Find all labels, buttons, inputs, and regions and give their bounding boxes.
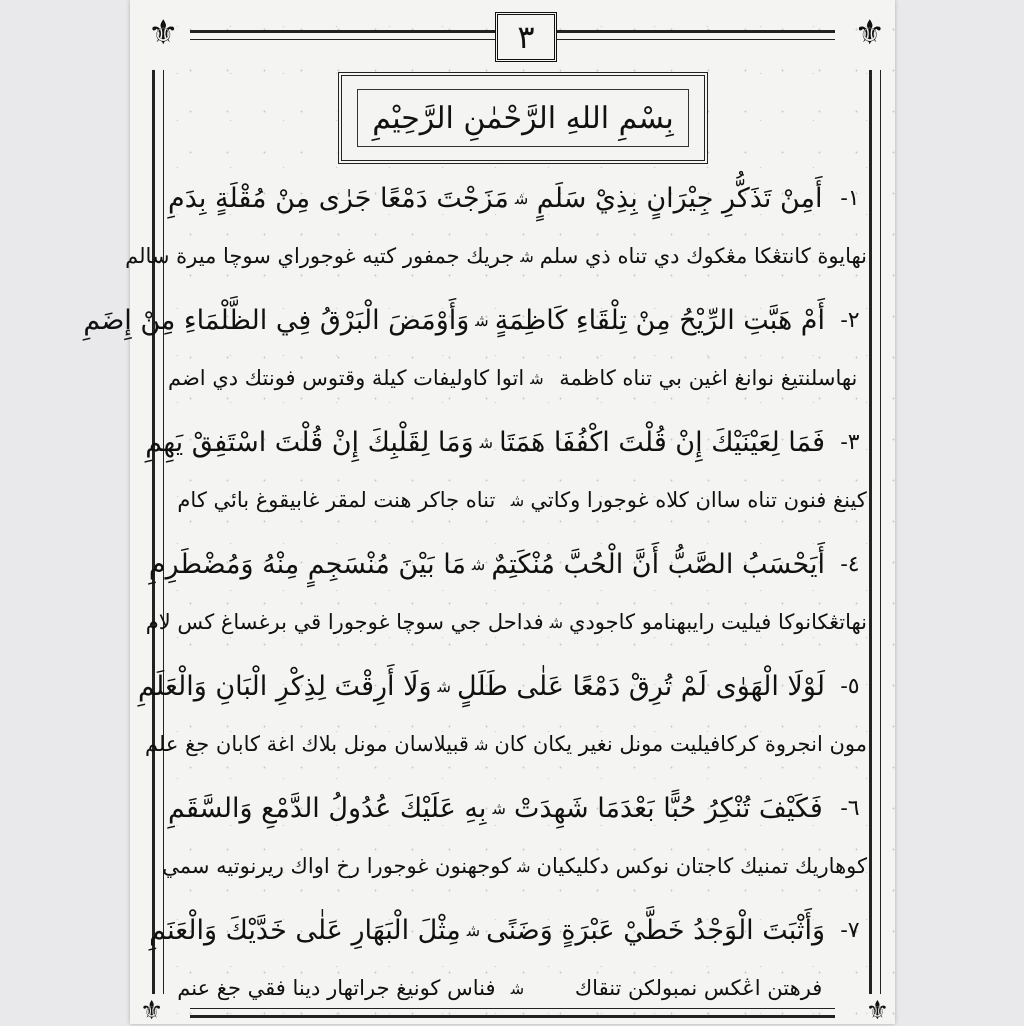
jawi-translation-line <box>125 226 867 286</box>
fleur-de-lis-icon: ⚜ <box>148 13 179 53</box>
page-number <box>495 12 557 62</box>
translation-separator: ﺷ <box>474 734 489 754</box>
arabic-line <box>138 656 867 716</box>
first-translation: نهاسلنتيغ نوانغ اغين بي تناه كاظمة <box>559 366 858 390</box>
jawi-translation-line <box>162 836 867 896</box>
translation-separator: ﺷ <box>530 368 544 388</box>
verse-number: ٤- <box>840 551 860 577</box>
second-hemistich: مَزَجْتَ دَمْعًا جَرٰى مِنْ مُقْلَةٍ بِدَمِ <box>168 182 509 214</box>
hemistich-separator: ﺷ <box>514 188 529 208</box>
second-hemistich: وَمَا لِقَلْبِكَ إِنْ قُلْتَ اسْتَفِقْ يَهِمِ <box>145 426 474 458</box>
second-translation: فناس كونيغ جراتهار دينا فقي جغ عنم <box>177 976 496 1000</box>
hemistich-separator: ﺷ <box>492 798 506 818</box>
first-translation: مون انجروة كركافيليت مونل نغير يكان كان <box>494 732 867 756</box>
first-translation: كينغ فنون تناه ساان كلاه غوجورا وكاتي <box>530 488 867 512</box>
translation-separator: ﺷ <box>510 978 525 998</box>
verse-3 <box>145 412 867 534</box>
first-hemistich: أَمْ هَبَّتِ الرِّيْحُ مِنْ تِلْقَاءِ كَاظِمَةٍ <box>494 304 825 336</box>
hemistich-separator: ﺷ <box>479 432 494 452</box>
fleur-de-lis-icon: ⚜ <box>140 996 164 1026</box>
first-hemistich: فَكَيْفَ تُنْكِرُ حُبًّا بَعْدَمَا شَهِدَتْ <box>514 792 823 824</box>
basmala-inner-frame <box>357 89 689 147</box>
verse-7 <box>149 900 867 1022</box>
verse-number: ٧- <box>840 917 860 943</box>
second-hemistich: مَا بَيْنَ مُنْسَجِمٍ مِنْهُ وَمُضْطَرِمِ <box>148 548 466 580</box>
second-translation: كوجهنون غوجورا رخ اواك ريرنوتيه سمي <box>162 854 512 878</box>
jawi-translation-line <box>145 592 867 652</box>
verse-list <box>83 168 867 1022</box>
second-translation: قبيلاسان مونل بلاك اغة كابان جغ علم <box>144 732 469 756</box>
second-hemistich: وَلَا أَرِقْتَ لِذِكْرِ الْبَانِ وَالْعَلَمِ <box>138 670 432 702</box>
first-translation: كوهاريك تمنيك كاجتان نوكس دكليكيان <box>536 854 867 878</box>
arabic-line <box>168 168 867 228</box>
first-hemistich: أَيَحْسَبُ الصَّبُّ أَنَّ الْحُبَّ مُنْكَتِمٌ <box>491 548 825 580</box>
hemistich-separator: ﺷ <box>471 554 486 574</box>
arabic-line <box>149 900 867 960</box>
first-translation: نهايوة كانتڠكا مڠكوك دي تناه ذي سلم <box>539 244 867 268</box>
verse-4 <box>145 534 867 656</box>
document-page <box>83 0 895 1026</box>
arabic-line <box>168 778 867 838</box>
fleur-de-lis-icon: ⚜ <box>865 996 889 1026</box>
jawi-translation-line <box>168 348 867 408</box>
verse-number: ٢- <box>840 307 860 333</box>
second-translation: جريك جمفور كتيه غوجوراي سوچا ميرة سالم <box>125 244 515 268</box>
second-translation: تناه جاكر هنت لمقر غابيقوغ بائي كام <box>177 488 496 512</box>
verse-number: ٥- <box>840 673 860 699</box>
translation-separator: ﺷ <box>510 490 525 510</box>
basmala-frame <box>338 72 708 164</box>
arabic-line <box>145 412 867 472</box>
verse-5 <box>138 656 867 778</box>
first-hemistich: أَمِنْ تَذَكُّرِ جِيْرَانٍ بِذِيْ سَلَمٍ <box>536 182 823 214</box>
verse-1 <box>125 168 867 290</box>
verse-6 <box>162 778 867 900</box>
second-translation: اتوا كاوليفات كيلة وقتوس فونتك دي اضم <box>168 366 525 390</box>
translation-separator: ﺷ <box>549 612 564 632</box>
first-translation: نهاتڠكانوكا فيليت رايبهنامو كاجودي <box>569 610 867 634</box>
first-hemistich: وَأَثْبَتَ الْوَجْدُ خَطَّيْ عَبْرَةٍ وَضَنًى <box>486 914 825 946</box>
jawi-translation-line <box>168 470 867 530</box>
fleur-de-lis-icon: ⚜ <box>854 13 885 53</box>
basmala-text: بِسْمِ اللهِ الرَّحْمٰنِ الرَّحِيْمِ <box>372 100 674 136</box>
verse-number: ٦- <box>840 795 860 821</box>
frame-right-border <box>869 70 881 994</box>
second-translation: فداحل جي سوچا غوجورا قي برغساغ كس لام <box>145 610 544 634</box>
second-hemistich: بِهِ عَلَيْكَ عُدُولُ الدَّمْعِ وَالسَّقَمِ <box>168 792 487 824</box>
first-hemistich: لَوْلَا الْهَوٰى لَمْ تُرِقْ دَمْعًا عَلٰى طَلَلٍ <box>456 670 825 702</box>
page-number-text: ٣ <box>517 18 535 56</box>
hemistich-separator: ﺷ <box>475 310 489 330</box>
first-translation: فرهتن اڠكس نمبولكن تنقاك <box>574 976 823 1000</box>
jawi-translation-line <box>144 714 867 774</box>
verse-number: ٣- <box>840 429 860 455</box>
hemistich-separator: ﺷ <box>437 676 451 696</box>
arabic-line <box>148 534 867 594</box>
translation-separator: ﺷ <box>517 856 531 876</box>
second-hemistich: مِثْلَ الْبَهَارِ عَلٰى خَدَّيْكَ وَالْعَنَمِ <box>149 914 461 946</box>
arabic-line <box>83 290 867 350</box>
hemistich-separator: ﺷ <box>466 920 481 940</box>
translation-separator: ﺷ <box>520 246 534 266</box>
jawi-translation-line <box>168 958 867 1018</box>
second-hemistich: وَأَوْمَضَ الْبَرْقُ فِي الظَّلْمَاءِ مِنْ إِضَمِ <box>83 304 470 336</box>
first-hemistich: فَمَا لِعَيْنَيْكَ إِنْ قُلْتَ اكْفُفَا هَمَتَا <box>499 426 825 458</box>
verse-number: ١- <box>840 185 860 211</box>
verse-2 <box>83 290 867 412</box>
